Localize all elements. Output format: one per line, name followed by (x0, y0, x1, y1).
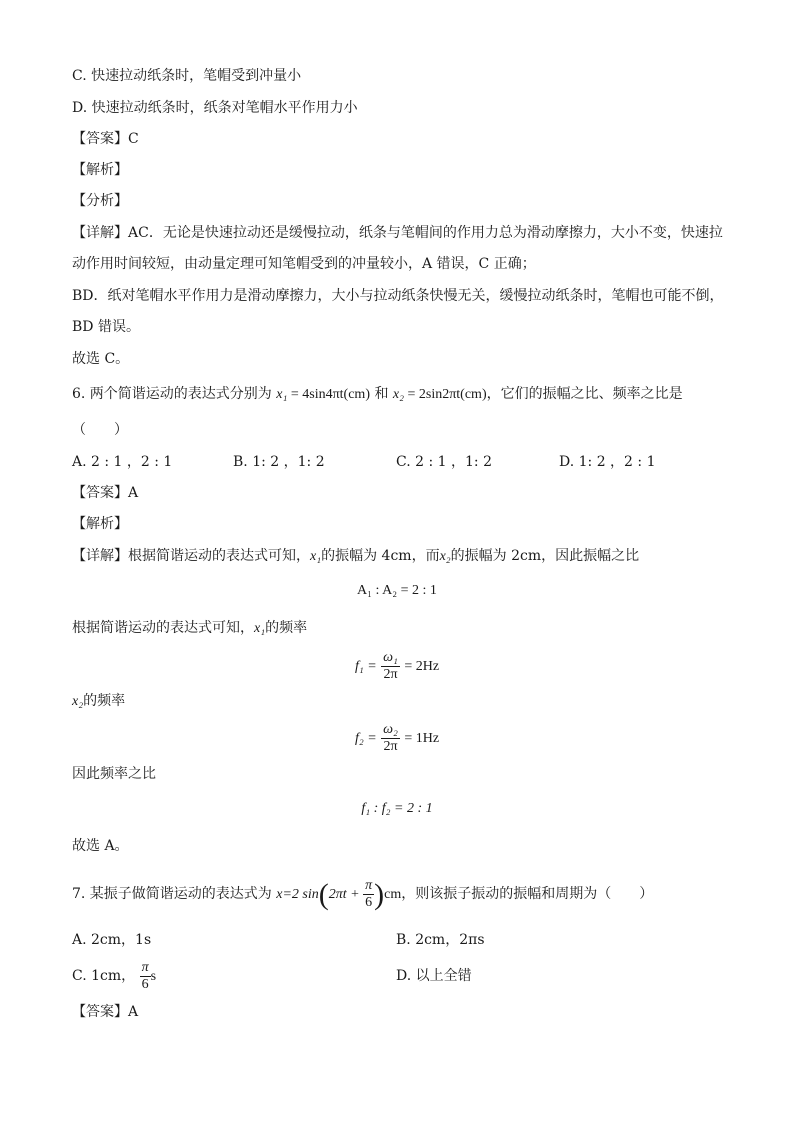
q6-option-a: A. 2 : 1 ，2 : 1 (72, 454, 173, 470)
q5-detail-line-3: BD．纸对笔帽水平作用力是滑动摩擦力，大小与拉动纸条快慢无关，缓慢拉动纸条时，笔帽也可能不倒， (72, 288, 724, 304)
q6-freq1-intro: 根据简谐运动的表达式可知，x₁的频率 (72, 620, 308, 636)
q7-expression: x=2 sin(2πt + $\frac{\pi}{6}$ )cm (276, 877, 402, 911)
q6-f1-equation: f₁ = $\frac{\text{ω₁}}{2\pi}$ = 2Hz (354, 649, 440, 682)
q6-amplitude-equation: A₁ : A₂ = 2 : 1 (357, 583, 437, 598)
q6-x2-expression: x₂ = 2sin2πt(cm) (392, 387, 487, 402)
q6-stem-paren: （ ） (72, 422, 128, 438)
q6-conclusion: 故选 A。 (72, 838, 129, 854)
answer-value: A (128, 1004, 139, 1020)
q6-stem: 6. 两个简谐运动的表达式分别为 x₁ = 4sin4πt(cm) 和 x₂ = 2sin2πt(cm)，它们的振幅之比、频率之比是 (72, 386, 683, 402)
q5-detail-line-1: 【详解】AC．无论是快速拉动还是缓慢拉动，纸条与笔帽间的作用力总为滑动摩擦力，大小不变，快速拉 (72, 225, 723, 241)
q5-conclusion: 故选 C。 (72, 351, 130, 367)
answer-value: A (128, 485, 139, 501)
q6-answer (72, 483, 138, 503)
q7-option-d: D. 以上全错 (396, 968, 472, 984)
detail-tag: 【详解】 (72, 548, 128, 564)
q5-detail-line-4: BD 错误。 (72, 319, 140, 335)
q6-ratio-intro: 因此频率之比 (72, 766, 156, 782)
q6-option-b: B. 1: 2 ，1: 2 (233, 454, 325, 470)
q6-option-d: D. 1: 2 ，2 : 1 (559, 454, 656, 470)
answer-tag: 【答案】 (72, 1004, 128, 1020)
q7-answer (72, 1002, 138, 1022)
q5-fenxi-tag: 【分析】 (72, 193, 128, 209)
q6-freq2-intro: x₂的频率 (72, 693, 126, 709)
q6-detail: 【详解】根据简谐运动的表达式可知，x₁的振幅为 4cm，而x₂的振幅为 2cm，因此振幅之比 (72, 548, 640, 564)
q5-answer (72, 129, 139, 149)
q7-option-c: C. 1cm， $\frac{\pi}{6}$ s (72, 959, 157, 992)
q7-stem: 7. 某振子做简谐运动的表达式为 x=2 sin(2πt + $\frac{\pi}{6}$ )cm，则该振子振动的振幅和周期为（ ） (72, 877, 654, 911)
q6-option-c: C. 2 : 1 ，1: 2 (396, 454, 492, 470)
q6-f2-equation: f₂ = $\frac{\text{ω₂}}{2\pi}$ = 1Hz (354, 721, 440, 754)
q7-option-a: A. 2cm，1s (72, 932, 152, 948)
detail-tag: 【详解】 (72, 225, 128, 241)
q7-option-c-fraction: $\frac{\pi}{6}$ (141, 959, 149, 992)
answer-value: C (128, 131, 139, 147)
q5-analysis-tag: 【解析】 (72, 162, 128, 178)
q6-f1-fraction: $\frac{\text{ω₁}}{2\pi}$ (383, 649, 398, 682)
q5-option-d: D. 快速拉动纸条时，纸条对笔帽水平作用力小 (72, 100, 358, 116)
q7-option-b: B. 2cm，2πs (396, 932, 485, 948)
q6-f2-fraction: $\frac{\text{ω₂}}{2\pi}$ (383, 721, 398, 754)
answer-tag: 【答案】 (72, 131, 128, 147)
q5-detail-line-2: 动作用时间较短，由动量定理可知笔帽受到的冲量较小，A 错误，C 正确； (72, 256, 536, 272)
q6-x1-expression: x₁ = 4sin4πt(cm) (276, 387, 370, 402)
q5-option-c: C. 快速拉动纸条时，笔帽受到冲量小 (72, 68, 302, 84)
q6-analysis-tag: 【解析】 (72, 516, 128, 532)
answer-tag: 【答案】 (72, 485, 128, 501)
q6-frequency-equation: f₁ : f₂ = 2 : 1 (361, 801, 433, 816)
